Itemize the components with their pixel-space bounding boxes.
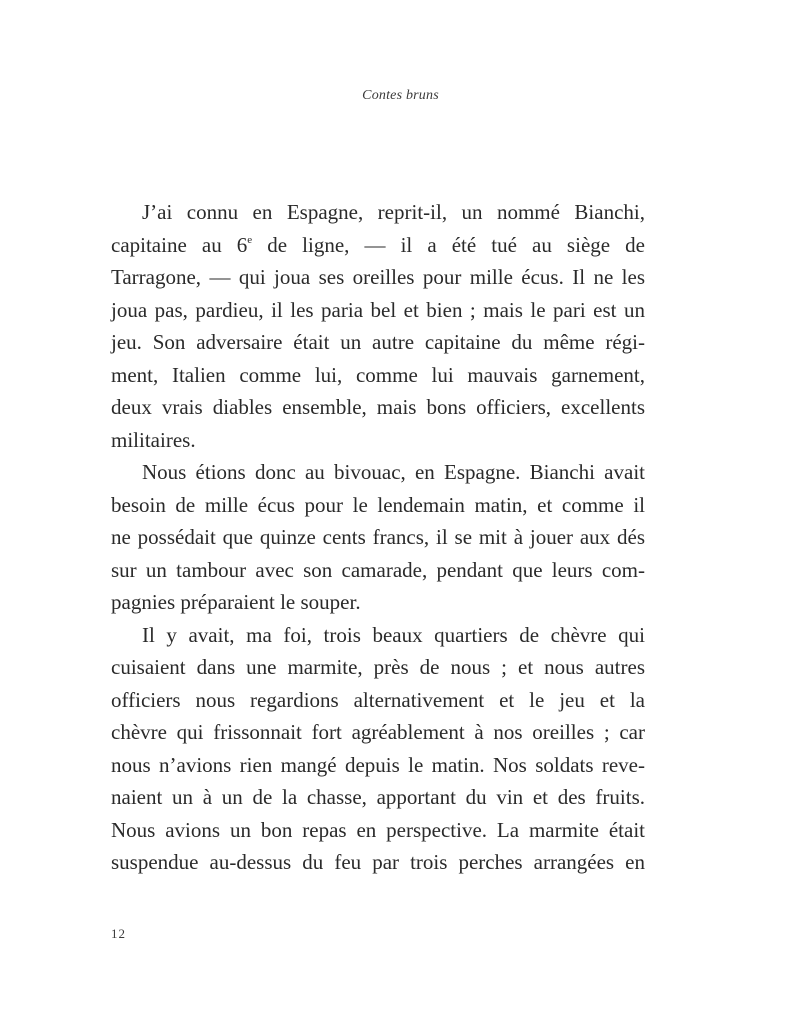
text-fragment: capitaine au 6: [111, 232, 248, 257]
text-line: [111, 229, 645, 262]
text-line: Nous étions donc au bivouac, en Espagne. Bianchi avait: [142, 460, 645, 484]
text-line: Nous avions un bon repas en perspective. La marmite était: [111, 817, 645, 842]
text-line: sur un tambour avec son camarade, pendant que leurs com-: [111, 557, 645, 582]
running-head: Contes bruns: [362, 88, 439, 103]
text-line: ment, Italien comme lui, comme lui mauvais garnement,: [111, 362, 645, 387]
body-text: [111, 196, 645, 879]
text-line: nous n’avions rien mangé depuis le matin. Nos soldats reve-: [111, 752, 645, 777]
text-line: chèvre qui frissonnait fort agréablement à nos oreilles ; car: [111, 720, 645, 744]
text-line: joua pas, pardieu, il les paria bel et bien ; mais le pari est un: [111, 297, 645, 322]
superscript: e: [247, 233, 253, 246]
page-number: 12: [111, 926, 126, 941]
text-line: jeu. Son adversaire était un autre capitaine du même régi-: [111, 330, 645, 354]
text-line: suspendue au-dessus du feu par trois perches arrangées en: [111, 850, 645, 874]
text-line: naient un à un de la chasse, apportant du vin et des fruits.: [111, 785, 645, 809]
text-line: cuisaient dans une marmite, près de nous ; et nous autres: [111, 655, 645, 679]
text-line: pagnies préparaient le souper.: [111, 590, 361, 614]
text-line: deux vrais diables ensemble, mais bons officiers, excellents: [111, 395, 645, 419]
text-line: besoin de mille écus pour le lendemain matin, et comme il: [111, 492, 645, 517]
text-line: Il y avait, ma foi, trois beaux quartiers de chèvre qui: [142, 622, 645, 647]
text-line: J’ai connu en Espagne, reprit-il, un nommé Bianchi,: [142, 200, 645, 224]
text-fragment: de ligne, — il a été tué au siège de: [252, 232, 645, 257]
text-line: militaires.: [111, 427, 196, 452]
text-line: officiers nous regardions alternativement et le jeu et la: [111, 687, 645, 712]
text-line: Tarragone, — qui joua ses oreilles pour mille écus. Il ne les: [111, 265, 645, 289]
text-line: ne possédait que quinze cents francs, il se mit à jouer aux dés: [111, 525, 645, 549]
